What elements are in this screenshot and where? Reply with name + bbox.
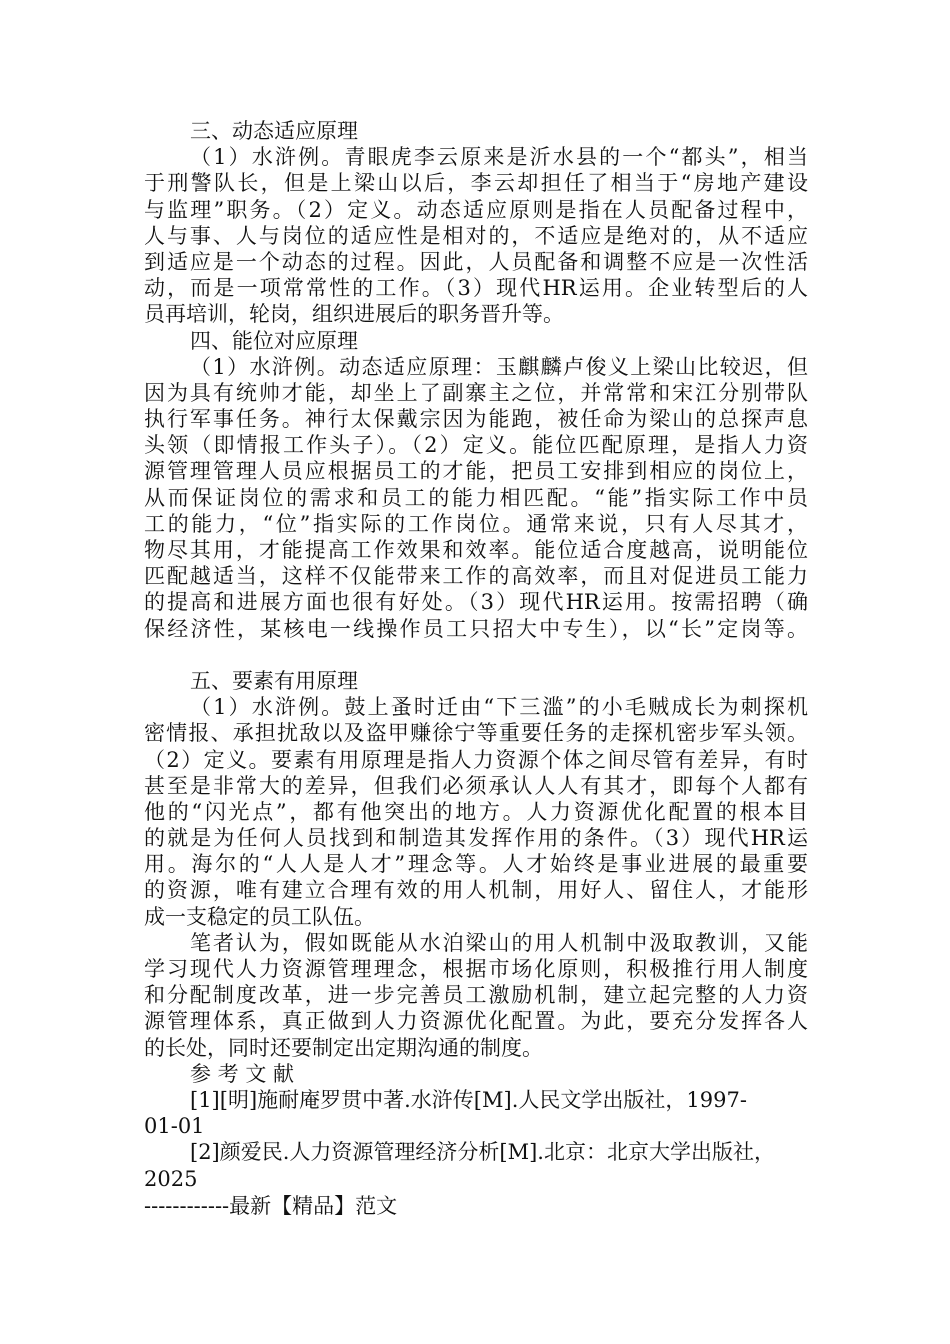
paragraph-line: 执行军事任务。神行太保戴宗因为能跑，被任命为梁山的总探声息 [144,407,808,432]
paragraph-line: （1）水浒例。鼓上蚤时迁由“下三滥”的小毛贼成长为刺探机 [190,695,808,720]
conclusion-line: 的长处，同时还要制定出定期沟通的制度。 [144,1035,543,1060]
paragraph-line: （1）水浒例。动态适应原理：玉麒麟卢俊义上梁山比较迟，但 [190,354,808,379]
reference-item-1-continued: 01-01 [144,1114,205,1139]
conclusion-line: 学习现代人力资源管理理念，根据市场化原则，积极推行用人制度 [144,957,808,981]
paragraph-line: 甚至是非常大的差异，但我们必须承认人人有其才，即每个人都有 [144,773,808,798]
paragraph-line: 源管理管理人员应根据员工的才能，把员工安排到相应的岗位上， [144,459,808,484]
reference-item-1: [1][明]施耐庵罗贯中著.水浒传[M].人民文学出版社，1997- [190,1087,747,1112]
section-heading-element-usefulness: 五、要素有用原理 [190,668,358,693]
paragraph-line: 动，而是一项常常性的工作。（3）现代HR运用。企业转型后的人 [144,276,808,301]
paragraph-line: 物尽其用，才能提高工作效果和效率。能位适合度越高，说明能位 [144,538,808,562]
paragraph-line: 因为具有统帅才能，却坐上了副寨主之位，并常常和宋江分别带队 [144,380,808,405]
section-heading-dynamic-adaptation: 三、动态适应原理 [190,119,358,143]
paragraph-line: 于刑警队长，但是上梁山以后，李云却担任了相当于“房地产建设 [144,171,808,196]
document-body [144,118,808,1192]
conclusion-line: 笔者认为，假如既能从水泊梁山的用人机制中汲取教训，又能 [190,930,808,955]
paragraph-line: 的提高和进展方面也很有好处。（3）现代HR运用。按需招聘（确 [144,590,808,615]
paragraph-line: 到适应是一个动态的过程。因此，人员配备和调整不应是一次性活 [144,249,808,274]
conclusion-line: 和分配制度改革，进一步完善员工激励机制，建立起完整的人力资 [144,983,808,1008]
paragraph-line: 工的能力，“位”指实际的工作岗位。通常来说，只有人尽其才， [144,511,808,536]
reference-item-2: [2]颜爱民.人力资源管理经济分析[M].北京：北京大学出版社， [190,1140,775,1165]
footer-tagline: ------------最新【精品】范文 [144,1194,398,1218]
paragraph-line: 用。海尔的“人人是人才”理念等。人才始终是事业进展的最重要 [144,852,808,877]
paragraph-line: 保经济性，某核电一线操作员工只招大中专生），以“长”定岗等。 [144,616,808,641]
section-heading-ability-position: 四、能位对应原理 [190,328,358,353]
references-heading: 参 考 文 献 [190,1061,295,1086]
paragraph-line: （1）水浒例。青眼虎李云原来是沂水县的一个“都头”，相当 [190,145,808,170]
paragraph-line: 成一支稳定的员工队伍。 [144,904,375,929]
conclusion-line: 源管理体系，真正做到人力资源优化配置。为此，要充分发挥各人 [144,1009,808,1034]
paragraph-line: （2）定义。要素有用原理是指人力资源个体之间尽管有差异，有时 [144,747,808,772]
paragraph-line: 的资源，唯有建立合理有效的用人机制，用好人、留住人，才能形 [144,878,808,903]
paragraph-line: 头领（即情报工作头子）。（2）定义。能位匹配原理，是指人力资 [144,433,808,458]
paragraph-line: 匹配越适当，这样不仅能带来工作的高效率，而且对促进员工能力 [144,564,808,589]
paragraph-line: 员再培训，轮岗，组织进展后的职务晋升等。 [144,302,564,327]
paragraph-line: 与监理”职务。（2）定义。动态适应原则是指在人员配备过程中， [144,197,808,222]
paragraph-line: 密情报、承担扰敌以及盗甲赚徐宁等重要任务的走探机密步军头领。 [144,721,808,746]
paragraph-line: 从而保证岗位的需求和员工的能力相匹配。“能”指实际工作中员 [144,485,808,510]
paragraph-line: 他的“闪光点”，都有他突出的地方。人力资源优化配置的根本目 [144,799,808,824]
paragraph-line: 人与事、人与岗位的适应性是相对的，不适应是绝对的，从不适应 [144,223,808,248]
blank-line [144,642,808,668]
paragraph-line: 的就是为任何人员找到和制造其发挥作用的条件。（3）现代HR运 [144,826,808,851]
reference-item-2-continued: 2025 [144,1166,198,1191]
